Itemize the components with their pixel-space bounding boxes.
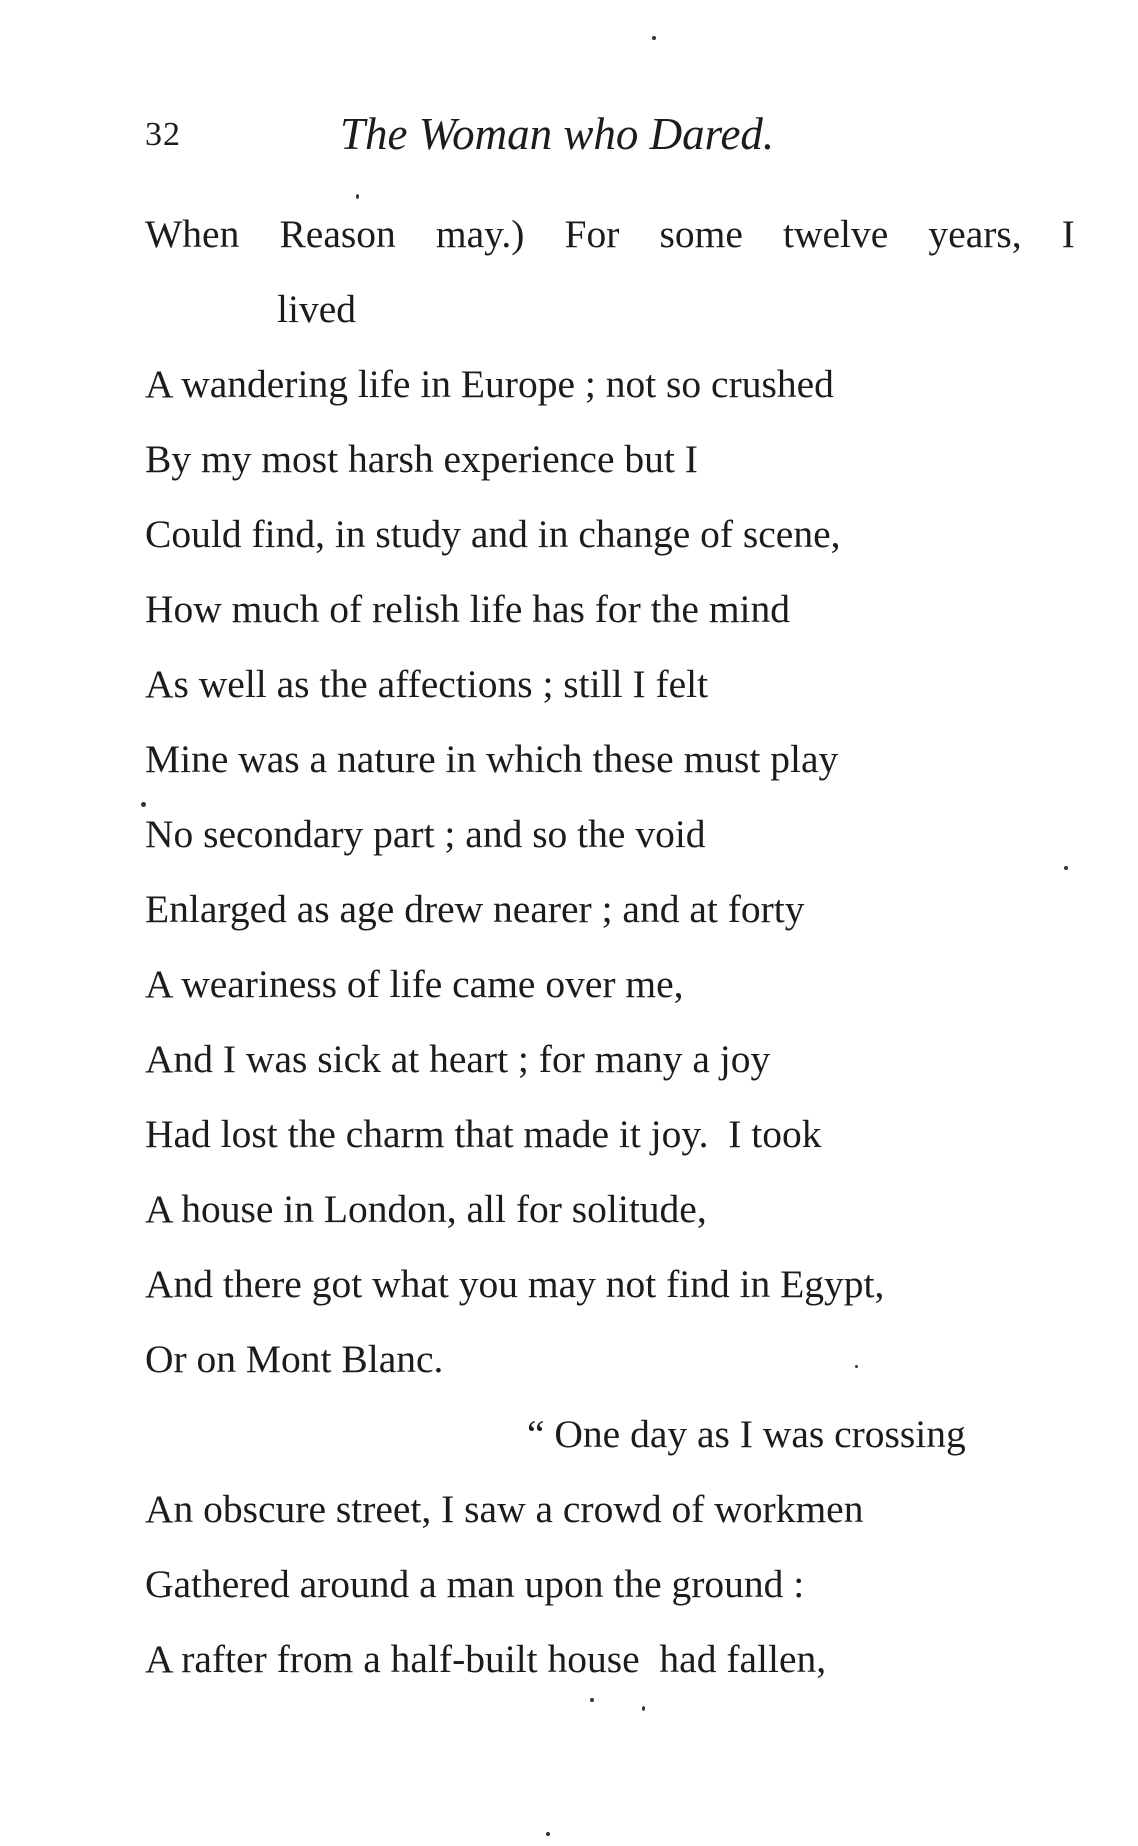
poem-line <box>145 212 1075 256</box>
poem-line: A weariness of life came over me, <box>145 962 684 1006</box>
poem-line: lived <box>277 287 356 331</box>
poem-line: Could find, in study and in change of scene, <box>145 512 841 556</box>
running-title: The Woman who Dared. <box>340 109 775 159</box>
poem-line: An obscure street, I saw a crowd of workmen <box>145 1487 864 1531</box>
ink-speck <box>855 1365 858 1368</box>
poem-line: How much of relish life has for the mind <box>145 587 791 631</box>
poem-line: Or on Mont Blanc. <box>145 1337 444 1381</box>
ink-speck <box>642 1706 645 1711</box>
poem-line: As well as the affections ; still I felt <box>145 662 709 706</box>
poem-line: Mine was a nature in which these must play <box>145 737 839 781</box>
poem-line: And I was sick at heart ; for many a joy <box>145 1037 771 1081</box>
page-number: 32 <box>145 116 181 153</box>
poem-line: A rafter from a half-built house had fallen, <box>145 1637 827 1681</box>
poem-word: For <box>564 212 620 256</box>
ink-speck <box>590 1698 594 1702</box>
poem-word: some <box>659 212 743 256</box>
poem-line: Enlarged as age drew nearer ; and at forty <box>145 887 805 931</box>
poem-word: years, <box>928 212 1022 256</box>
poem-word: Reason <box>279 212 396 256</box>
ink-speck <box>141 802 146 807</box>
poem-word: twelve <box>783 212 889 256</box>
ink-speck <box>546 1832 550 1836</box>
poem-line: By my most harsh experience but I <box>145 437 698 481</box>
poem-line: And there got what you may not find in Egypt, <box>145 1262 885 1306</box>
poem-word: When <box>145 212 240 256</box>
poem-line: Had lost the charm that made it joy. I took <box>145 1112 822 1156</box>
ink-speck <box>356 194 359 199</box>
page-header <box>145 108 945 168</box>
ink-speck <box>1064 866 1068 870</box>
poem-line: Gathered around a man upon the ground : <box>145 1562 805 1606</box>
poem-word: may.) <box>435 212 525 256</box>
poem-line: A house in London, all for solitude, <box>145 1187 707 1231</box>
poem-line: “ One day as I was crossing <box>527 1412 966 1456</box>
poem-line: A wandering life in Europe ; not so crushed <box>145 362 834 406</box>
poem-word: I <box>1061 212 1075 256</box>
poem-line: No secondary part ; and so the void <box>145 812 706 856</box>
ink-speck <box>652 36 656 40</box>
